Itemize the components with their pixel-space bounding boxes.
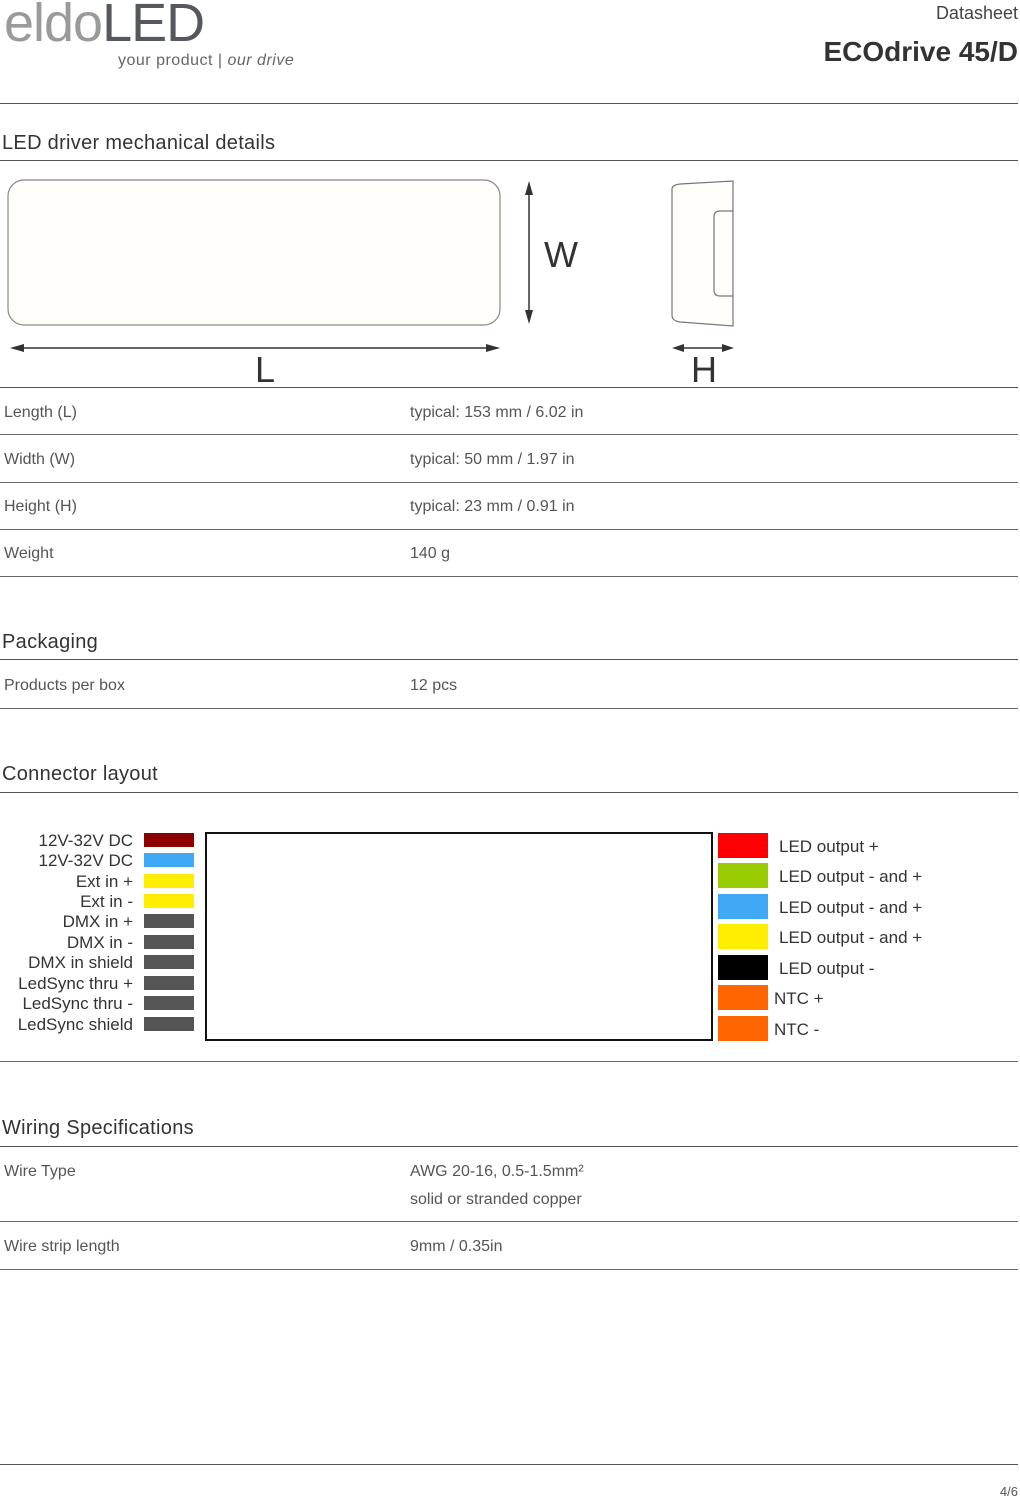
- spec-value: typical: 23 mm / 0.91 in: [410, 498, 575, 515]
- wire-color-swatch: [144, 853, 194, 867]
- wire-color-swatch: [718, 1016, 768, 1041]
- spec-value: 140 g: [410, 545, 451, 562]
- connector-label: Ext in +: [75, 872, 133, 891]
- mechanical-diagram: [0, 165, 760, 387]
- spec-value: typical: 50 mm / 1.97 in: [410, 451, 575, 468]
- connector-label: LED output -: [779, 959, 875, 978]
- divider: [0, 529, 1018, 530]
- spec-value: typical: 153 mm / 6.02 in: [410, 404, 584, 421]
- section-title-wiring: Wiring Specifications: [2, 1117, 194, 1139]
- connector-label: DMX in -: [66, 933, 133, 952]
- wire-color-swatch: [144, 833, 194, 847]
- wire-color-swatch: [718, 924, 768, 949]
- page-number: 4/6: [999, 1484, 1018, 1499]
- wire-color-swatch: [144, 996, 194, 1010]
- connector-label: LED output - and +: [779, 867, 923, 886]
- product-title: ECOdrive 45/D: [823, 36, 1018, 67]
- connector-label: LED output - and +: [779, 928, 923, 947]
- wire-color-swatch: [144, 914, 194, 928]
- logo-led: LED: [102, 0, 205, 53]
- wire-color-swatch: [144, 935, 194, 949]
- connector-label: LedSync thru -: [22, 994, 133, 1013]
- brand-tagline: [118, 52, 294, 70]
- spec-label: Height (H): [4, 498, 77, 515]
- connector-label: NTC +: [774, 989, 824, 1008]
- header-divider: [0, 103, 1018, 104]
- connector-label: Ext in -: [80, 892, 133, 911]
- spec-label: Wire strip length: [4, 1238, 120, 1255]
- divider: [0, 659, 1018, 660]
- connector-label: DMX in +: [62, 912, 133, 931]
- spec-label: Width (W): [4, 451, 76, 468]
- spec-value: 12 pcs: [410, 677, 458, 694]
- connector-label: LedSync shield: [17, 1015, 133, 1034]
- wire-color-swatch: [718, 833, 768, 858]
- connector-label: LED output - and +: [779, 898, 923, 917]
- spec-value: 9mm / 0.35in: [410, 1238, 503, 1255]
- wire-color-swatch: [144, 976, 194, 990]
- height-label: H: [691, 349, 717, 387]
- connector-label: LED output +: [779, 837, 879, 856]
- divider: [0, 1221, 1018, 1222]
- connector-body: [205, 832, 713, 1041]
- section-title-mechanical: LED driver mechanical details: [2, 132, 276, 154]
- wire-color-swatch: [718, 955, 768, 980]
- spec-label: Wire Type: [4, 1163, 76, 1180]
- section-title-connector: Connector layout: [2, 763, 159, 785]
- divider: [0, 708, 1018, 709]
- divider: [0, 792, 1018, 793]
- logo-eldo: eldo: [4, 0, 103, 53]
- spec-label: Weight: [4, 545, 54, 562]
- spec-value: AWG 20-16, 0.5-1.5mm²: [410, 1163, 584, 1180]
- divider: [0, 160, 1018, 161]
- connector-label: DMX in shield: [28, 953, 133, 972]
- wire-color-swatch: [144, 894, 194, 908]
- footer-divider: [0, 1464, 1018, 1465]
- wire-color-swatch: [144, 874, 194, 888]
- wire-color-swatch: [144, 955, 194, 969]
- divider: [0, 434, 1018, 435]
- connector-label: 12V-32V DC: [38, 851, 133, 870]
- tagline-italic: our drive: [227, 52, 295, 69]
- wire-color-swatch: [718, 863, 768, 888]
- divider: [0, 1269, 1018, 1270]
- divider: [0, 1061, 1018, 1062]
- divider: [0, 576, 1018, 577]
- wire-color-swatch: [144, 1017, 194, 1031]
- divider: [0, 482, 1018, 483]
- connector-label: NTC -: [774, 1020, 820, 1039]
- divider: [0, 387, 1018, 388]
- spec-value-secondary: solid or stranded copper: [410, 1191, 582, 1208]
- tagline-plain: your product |: [118, 52, 228, 69]
- connector-label: LedSync thru +: [18, 974, 133, 993]
- spec-label: Products per box: [4, 677, 125, 694]
- wire-color-swatch: [718, 985, 768, 1010]
- wire-color-swatch: [718, 894, 768, 919]
- length-label: L: [255, 349, 276, 387]
- document-type: Datasheet: [935, 3, 1018, 23]
- brand-logo: [4, 0, 204, 54]
- connector-label: 12V-32V DC: [38, 831, 133, 850]
- width-label: W: [544, 234, 578, 275]
- divider: [0, 1146, 1018, 1147]
- spec-label: Length (L): [4, 404, 77, 421]
- section-title-packaging: Packaging: [2, 631, 99, 653]
